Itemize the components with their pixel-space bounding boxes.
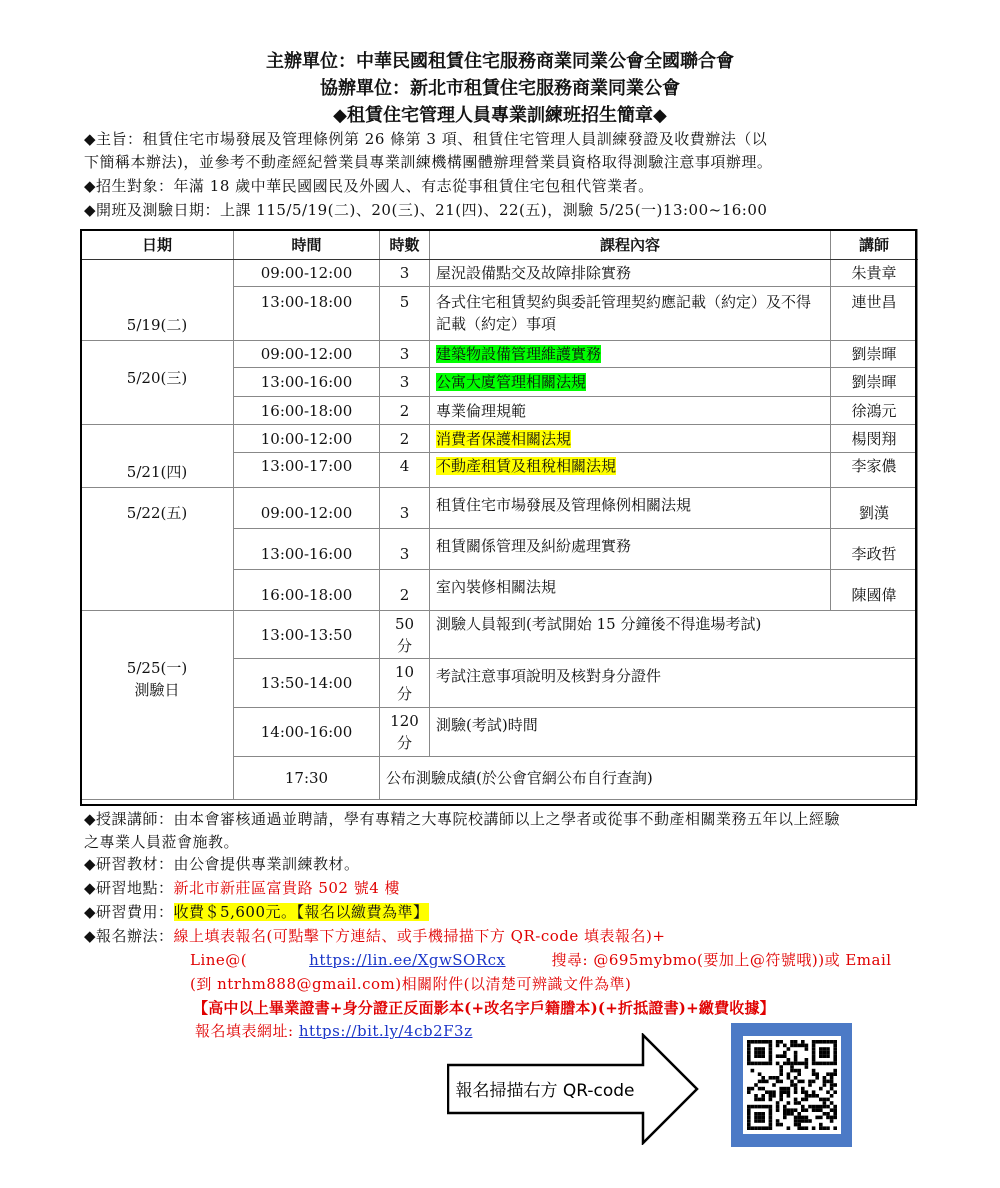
hours-cell: 120 分	[380, 708, 430, 757]
course-cell: 考試注意事項說明及核對身分證件	[430, 659, 918, 708]
teacher-cell: 陳國偉	[831, 570, 918, 611]
material-note: ◆研習教材：由公會提供專業訓練教材。	[84, 855, 360, 873]
result-time-cell: 17:30	[234, 757, 380, 800]
table-header-row	[81, 230, 918, 260]
time-cell: 09:00-12:00	[234, 260, 380, 287]
hours-cell: 3	[380, 260, 430, 287]
date-cell-0520: 5/20(三)	[81, 341, 234, 425]
schedule-table	[80, 229, 918, 800]
form-link[interactable]: https://bit.ly/4cb2F3z	[298, 1022, 473, 1040]
time-cell: 16:00-18:00	[234, 397, 380, 425]
fee-note: ◆研習費用：收費＄5,600元。【報名以繳費為準】	[84, 903, 429, 921]
time-cell: 09:00-12:00	[234, 341, 380, 368]
hours-cell: 3	[380, 368, 430, 397]
hours-cell: 4	[380, 453, 430, 488]
purpose-line-1: ◆主旨：租賃住宅市場發展及管理條例第 26 條第 3 項、租賃住宅管理人員訓練發證及收費辦法（以	[84, 130, 768, 148]
date-cell-0522: 5/22(五)	[81, 488, 234, 611]
purpose-paragraph	[84, 128, 916, 174]
purpose-line-2: 下簡稱本辦法)，並參考不動產經紀營業員專業訓練機構團體辦理營業員資格取得測驗注意事項辦理。	[84, 153, 773, 171]
teacher-cell: 劉崇暉	[831, 368, 918, 397]
arrow-label: 報名掃描右方 QR-code	[455, 1081, 635, 1101]
date-cell-0521: 5/21(四)	[81, 425, 234, 488]
hours-cell: 2	[380, 570, 430, 611]
result-cell: 公布測驗成績(於公會官網公布自行查詢)	[380, 757, 918, 800]
fee-value: 收費＄5,600元。【報名以繳費為準】	[173, 903, 429, 921]
signup-line-2: Line@( https://lin.ee/XgwSORcx 搜尋: @695mybmo(要加上@符號哦))或 Email	[190, 951, 892, 969]
course-cell	[430, 368, 831, 397]
location-value: 新北市新莊區富貴路 502 號4 樓	[173, 879, 401, 897]
exam-day-label: 測驗日	[134, 681, 180, 699]
qr-code-icon[interactable]	[743, 1036, 841, 1134]
teacher-cell: 徐鴻元	[831, 397, 918, 425]
header-hours: 時數	[380, 230, 430, 260]
hours-cell: 50 分	[380, 611, 430, 659]
teacher-cell: 朱貴章	[831, 260, 918, 287]
teacher-cell: 連世昌	[831, 287, 918, 341]
header-time: 時間	[234, 230, 380, 260]
course-cell: 各式住宅租賃契約與委託管理契約應記載（約定）及不得記載（約定）事項	[430, 287, 831, 341]
header-teacher: 講師	[831, 230, 918, 260]
course-cell	[430, 425, 831, 453]
teacher-cell: 李政哲	[831, 529, 918, 570]
hours-cell: 10 分	[380, 659, 430, 708]
course-cell: 測驗(考試)時間	[430, 708, 918, 757]
signup-line-3: (到 ntrhm888@gmail.com)相關附件(以清楚可辨識文件為準)	[190, 975, 632, 993]
organizer-line: 主辦單位：中華民國租賃住宅服務商業同業公會全國聯合會	[266, 51, 734, 72]
time-cell: 13:00-17:00	[234, 453, 380, 488]
time-cell: 16:00-18:00	[234, 570, 380, 611]
signup-line-1: 線上填表報名(可點擊下方連結、或手機掃描下方 QR-code 填表報名)+	[173, 927, 666, 945]
time-cell: 13:00-18:00	[234, 287, 380, 341]
highlight-green: 公寓大廈管理相關法規	[436, 373, 587, 391]
table-row	[81, 425, 918, 453]
table-row	[81, 341, 918, 368]
hours-cell: 2	[380, 397, 430, 425]
table-row	[81, 611, 918, 659]
course-cell: 室內裝修相關法規	[430, 570, 831, 611]
teacher-cell: 劉漢	[831, 488, 918, 529]
course-cell	[430, 453, 831, 488]
hours-cell: 5	[380, 287, 430, 341]
date-cell-0525: 5/25(一) 測驗日	[81, 611, 234, 800]
line-link[interactable]: https://lin.ee/XgwSORcx	[309, 951, 506, 969]
course-cell: 專業倫理規範	[430, 397, 831, 425]
teacher-cell: 楊閔翔	[831, 425, 918, 453]
time-cell: 14:00-16:00	[234, 708, 380, 757]
table-row	[81, 488, 918, 529]
time-cell: 13:50-14:00	[234, 659, 380, 708]
course-cell: 測驗人員報到(考試開始 15 分鐘後不得進場考試)	[430, 611, 918, 659]
time-cell: 13:00-16:00	[234, 529, 380, 570]
signup-note: ◆報名辦法：線上填表報名(可點擊下方連結、或手機掃描下方 QR-code 填表報名)+	[84, 927, 666, 945]
time-cell: 13:00-16:00	[234, 368, 380, 397]
highlight-green: 建築物設備管理維護實務	[436, 345, 602, 363]
teacher-cell: 李家儂	[831, 453, 918, 488]
course-cell: 租賃住宅市場發展及管理條例相關法規	[430, 488, 831, 529]
time-cell: 10:00-12:00	[234, 425, 380, 453]
co-organizer-line: 協辦單位：新北市租賃住宅服務商業同業公會	[320, 78, 680, 99]
highlight-yellow: 不動產租賃及租稅相關法規	[436, 457, 617, 475]
hours-cell: 2	[380, 425, 430, 453]
right-arrow-icon	[447, 1033, 699, 1145]
course-cell: 租賃關係管理及糾紛處理實務	[430, 529, 831, 570]
signup-line-4: 【高中以上畢業證書+身分證正反面影本(+改名字戶籍謄本)(+折抵證書)+繳費收據】	[193, 999, 775, 1017]
date-cell-0519: 5/19(二)	[81, 260, 234, 341]
header-course: 課程內容	[430, 230, 831, 260]
hours-cell: 3	[380, 488, 430, 529]
hours-cell: 3	[380, 341, 430, 368]
time-cell: 13:00-13:50	[234, 611, 380, 659]
teacher-cell: 劉崇暉	[831, 341, 918, 368]
hours-cell: 3	[380, 529, 430, 570]
highlight-yellow: 消費者保護相關法規	[436, 429, 572, 448]
page-title: ◆租賃住宅管理人員專業訓練班招生簡章◆	[333, 105, 667, 126]
lecturer-note: ◆授課講師：由本會審核通過並聘請，學有專精之大專院校講師以上之學者或從事不動產相關業務五年以上經驗 之專業人員蒞會施教。	[84, 810, 841, 851]
course-cell: 屋況設備點交及故障排除實務	[430, 260, 831, 287]
course-cell	[430, 341, 831, 368]
target-line: ◆招生對象：年滿 18 歲中華民國國民及外國人、有志從事租賃住宅包租代管業者。	[84, 177, 654, 195]
qr-code-frame	[731, 1023, 852, 1147]
time-cell: 09:00-12:00	[234, 488, 380, 529]
header-date: 日期	[81, 230, 234, 260]
table-row	[81, 260, 918, 287]
form-url-line: 報名填表網址: https://bit.ly/4cb2F3z	[195, 1022, 473, 1040]
location-note: ◆研習地點：新北市新莊區富貴路 502 號4 樓	[84, 879, 401, 897]
dates-line: ◆開班及測驗日期：上課 115/5/19(二)、20(三)、21(四)、22(五)，測驗 5/25(一)13:00~16:00	[84, 201, 768, 219]
